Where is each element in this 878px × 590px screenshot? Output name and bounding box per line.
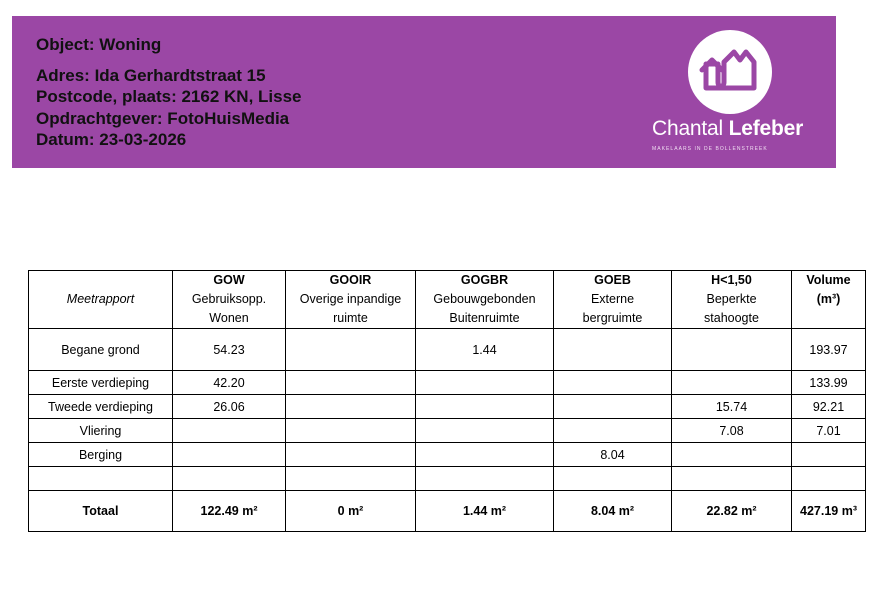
table-cell: [792, 467, 866, 491]
table-cell: [672, 467, 792, 491]
row-label: [29, 467, 173, 491]
row-label: Vliering: [29, 419, 173, 443]
row-label: Begane grond: [29, 329, 173, 371]
table-row: [29, 467, 866, 491]
table-cell: 8.04: [554, 443, 672, 467]
table-cell: [672, 371, 792, 395]
date-line: Datum: 23-03-2026: [36, 130, 187, 149]
column-header: Volume (m³): [792, 271, 866, 329]
table-cell: [554, 419, 672, 443]
table-cell: [416, 371, 554, 395]
total-cell: 1.44 m²: [416, 491, 554, 532]
table-label: Meetrapport: [29, 271, 173, 329]
table-cell: [416, 467, 554, 491]
total-cell: 8.04 m²: [554, 491, 672, 532]
table-cell: 7.08: [672, 419, 792, 443]
table-row: [29, 443, 866, 467]
table-cell: [554, 395, 672, 419]
table-cell: [286, 467, 416, 491]
house-tulip-icon: [688, 30, 772, 114]
brand-tagline: MAKELAARS IN DE BOLLENSTREEK: [652, 146, 768, 152]
total-cell: 22.82 m²: [672, 491, 792, 532]
table-cell: [286, 395, 416, 419]
table-cell: 133.99: [792, 371, 866, 395]
total-row: [29, 491, 866, 532]
table-cell: [286, 443, 416, 467]
table-cell: 26.06: [173, 395, 286, 419]
row-label: Eerste verdieping: [29, 371, 173, 395]
table-cell: 42.20: [173, 371, 286, 395]
column-header: GOEB Externe bergruimte: [554, 271, 672, 329]
postcode-line: Postcode, plaats: 2162 KN, Lisse: [36, 87, 302, 106]
table-cell: [173, 443, 286, 467]
table-cell: 7.01: [792, 419, 866, 443]
table-row: [29, 329, 866, 371]
table-cell: [416, 395, 554, 419]
column-header: GOW Gebruiksopp. Wonen: [173, 271, 286, 329]
object-line: Object: Woning: [36, 35, 162, 54]
table-row: [29, 395, 866, 419]
total-cell: 122.49 m²: [173, 491, 286, 532]
table-cell: [416, 419, 554, 443]
table-cell: [672, 443, 792, 467]
table-cell: [672, 329, 792, 371]
table-cell: [286, 329, 416, 371]
table-cell: [416, 443, 554, 467]
total-cell: 0 m²: [286, 491, 416, 532]
measurement-table: [28, 270, 866, 532]
table-cell: 54.23: [173, 329, 286, 371]
table-cell: [286, 419, 416, 443]
header-banner: [12, 16, 836, 168]
row-label: Tweede verdieping: [29, 395, 173, 419]
table-cell: [173, 419, 286, 443]
table-cell: [792, 443, 866, 467]
table-cell: 193.97: [792, 329, 866, 371]
object-info: [36, 34, 302, 151]
table-cell: [554, 371, 672, 395]
company-logo: [642, 30, 822, 160]
total-cell: 427.19 m³: [792, 491, 866, 532]
table-cell: [554, 467, 672, 491]
table-cell: 1.44: [416, 329, 554, 371]
total-label: Totaal: [29, 491, 173, 532]
table-cell: 15.74: [672, 395, 792, 419]
address-line: Adres: Ida Gerhardtstraat 15: [36, 65, 266, 85]
brand-name: Chantal Lefeber: [652, 117, 804, 140]
table-cell: 92.21: [792, 395, 866, 419]
table-row: [29, 371, 866, 395]
column-header: H<1,50 Beperkte stahoogte: [672, 271, 792, 329]
client-line: Opdrachtgever: FotoHuisMedia: [36, 108, 290, 128]
table-row: [29, 419, 866, 443]
table-header-row: [29, 271, 866, 329]
table-cell: [554, 329, 672, 371]
column-header: GOOIR Overige inpandige ruimte: [286, 271, 416, 329]
column-header: GOGBR Gebouwgebonden Buitenruimte: [416, 271, 554, 329]
table-cell: [173, 467, 286, 491]
table-cell: [286, 371, 416, 395]
row-label: Berging: [29, 443, 173, 467]
